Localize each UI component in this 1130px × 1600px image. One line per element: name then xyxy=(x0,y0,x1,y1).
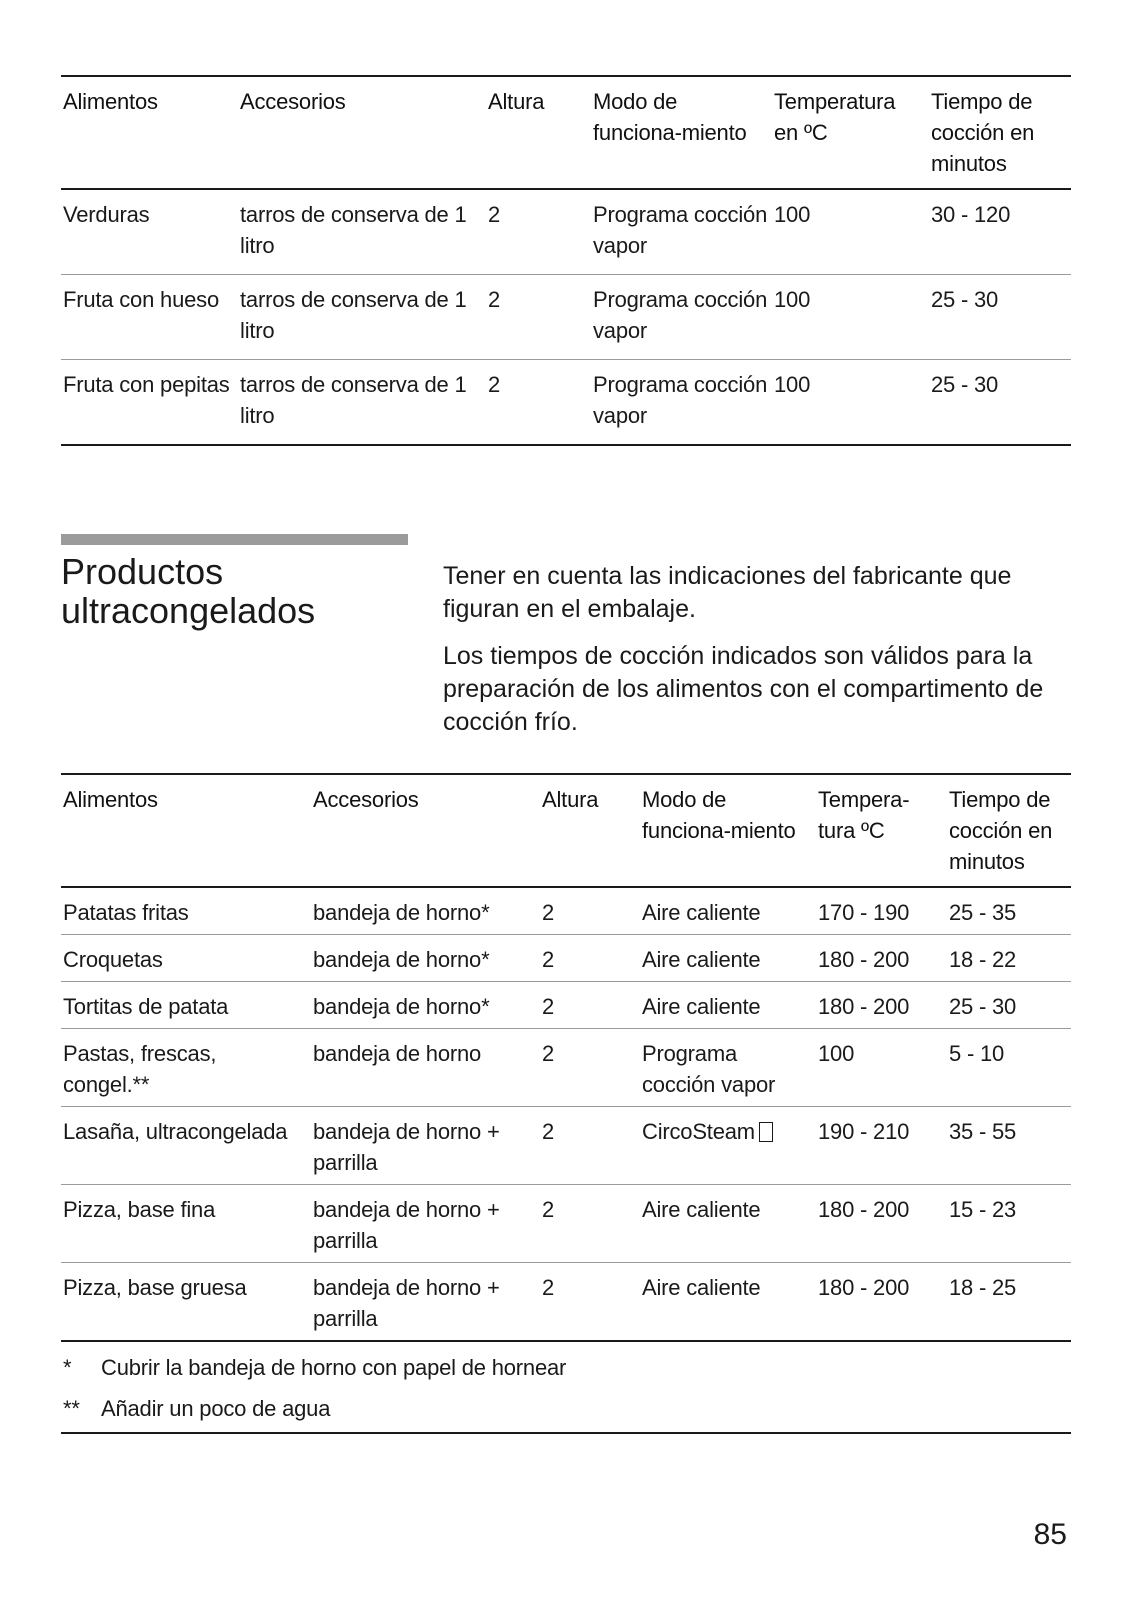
cell-food: Verduras xyxy=(63,202,150,227)
intro-paragraph: Los tiempos de cocción indicados son válidos para la preparación de los alimentos con el compartimento de cocción frío. xyxy=(443,642,1044,736)
cell-accessory: bandeja de horno + parrilla xyxy=(311,1185,540,1263)
cell-food: Pastas, frescas, congel.** xyxy=(61,1029,311,1107)
cell-food: Pizza, base gruesa xyxy=(61,1263,311,1342)
cell-time: 5 - 10 xyxy=(947,1029,1071,1107)
cell-time: 15 - 23 xyxy=(947,1185,1071,1263)
footnote-row xyxy=(61,1341,1071,1388)
page-number: 85 xyxy=(1033,1518,1067,1551)
cell-mode: Programa cocción vapor xyxy=(593,202,768,258)
table-row xyxy=(61,1185,1071,1263)
cell-food: Pizza, base fina xyxy=(61,1185,311,1263)
cell-food: Croquetas xyxy=(61,935,311,982)
table-row xyxy=(61,887,1071,935)
header-accesorios: Accesorios xyxy=(311,774,540,887)
cell-food: Tortitas de patata xyxy=(61,982,311,1029)
table-header-row xyxy=(61,774,1071,887)
cell-time: 35 - 55 xyxy=(947,1107,1071,1185)
table-row xyxy=(61,982,1071,1029)
cell-food: Fruta con pepitas xyxy=(61,360,238,446)
cell-level: 2 xyxy=(486,275,591,360)
table-row xyxy=(61,275,1071,360)
cell-temperature: 100 xyxy=(816,1029,947,1107)
intro-paragraph: Tener en cuenta las indicaciones del fabricante que figuran en el embalaje. xyxy=(443,562,1012,623)
header-altura: Altura xyxy=(486,76,591,189)
cell-food: Lasaña, ultracongelada xyxy=(61,1107,311,1185)
header-alimentos: Alimentos xyxy=(61,76,238,189)
cell-time: 18 - 25 xyxy=(947,1263,1071,1342)
cell-temperature: 100 xyxy=(774,202,811,227)
steam-preserving-table xyxy=(61,75,1071,446)
cell-mode: Programa cocción vapor xyxy=(640,1029,816,1107)
cell-mode: Aire caliente xyxy=(640,1185,816,1263)
cell-temperature: 190 - 210 xyxy=(816,1107,947,1185)
cell-accessory: bandeja de horno + parrilla xyxy=(311,1263,540,1342)
cell-mode: Aire caliente xyxy=(640,935,816,982)
cell-time: 25 - 35 xyxy=(949,900,1017,925)
cell-level: 2 xyxy=(540,1185,640,1263)
footnote xyxy=(61,1388,1071,1433)
cell-level: 2 xyxy=(488,202,501,227)
cell-mode: Aire caliente xyxy=(640,982,816,1029)
frozen-products-table xyxy=(61,773,1071,1434)
header-temperatura: Temperatura en ºC xyxy=(772,76,929,189)
circosteam-symbol-icon xyxy=(759,1122,773,1142)
cell-food: Patatas fritas xyxy=(63,900,189,925)
footnote-text: Añadir un poco de agua xyxy=(101,1396,331,1421)
cell-food: Fruta con hueso xyxy=(61,275,238,360)
cell-temperature: 100 xyxy=(772,360,929,446)
cell-accessory: tarros de conserva de 1 litro xyxy=(238,360,486,446)
table-row xyxy=(61,1029,1071,1107)
mode-label: CircoSteam xyxy=(642,1119,755,1144)
cell-accessory: bandeja de horno* xyxy=(313,900,490,925)
cell-level: 2 xyxy=(540,1107,640,1185)
footnote xyxy=(61,1341,1071,1388)
cell-accessory: tarros de conserva de 1 litro xyxy=(238,275,486,360)
footnote-row xyxy=(61,1388,1071,1433)
cell-mode: Programa cocción vapor xyxy=(591,360,772,446)
header-altura: Altura xyxy=(540,774,640,887)
header-temperatura: Tempera-tura ºC xyxy=(816,774,947,887)
footnote-text: Cubrir la bandeja de horno con papel de hornear xyxy=(101,1355,567,1380)
cell-time: 25 - 30 xyxy=(929,360,1071,446)
header-alimentos: Alimentos xyxy=(61,774,311,887)
cell-accessory: bandeja de horno xyxy=(311,1029,540,1107)
cell-level: 2 xyxy=(542,900,555,925)
header-tiempo: Tiempo de cocción en minutos xyxy=(929,76,1071,189)
cell-temperature: 180 - 200 xyxy=(816,1263,947,1342)
table-row xyxy=(61,189,1071,275)
cell-temperature: 180 - 200 xyxy=(816,1185,947,1263)
cell-time: 30 - 120 xyxy=(931,202,1011,227)
header-tiempo: Tiempo de cocción en minutos xyxy=(947,774,1071,887)
cell-accessory: bandeja de horno + parrilla xyxy=(311,1107,540,1185)
cell-accessory: tarros de conserva de 1 litro xyxy=(240,202,467,258)
cell-level: 2 xyxy=(540,1029,640,1107)
table-row xyxy=(61,1107,1071,1185)
section-title: Productos ultracongelados xyxy=(61,551,316,631)
cell-level: 2 xyxy=(540,982,640,1029)
table-row xyxy=(61,360,1071,446)
cell-mode: Aire caliente xyxy=(640,1263,816,1342)
cell-mode: Aire caliente xyxy=(642,900,761,925)
table-row xyxy=(61,935,1071,982)
table-header-row xyxy=(61,76,1071,189)
header-accesorios: Accesorios xyxy=(238,76,486,189)
section-intro xyxy=(443,560,1073,753)
header-modo: Modo de funciona-miento xyxy=(591,76,772,189)
cell-time: 25 - 30 xyxy=(947,982,1071,1029)
section-divider-bar xyxy=(61,534,408,545)
cell-level: 2 xyxy=(486,360,591,446)
cell-level: 2 xyxy=(540,935,640,982)
cell-temperature: 180 - 200 xyxy=(816,982,947,1029)
cell-mode xyxy=(640,1107,816,1185)
footnote-mark: * xyxy=(63,1355,72,1380)
cell-time: 25 - 30 xyxy=(929,275,1071,360)
cell-temperature: 100 xyxy=(772,275,929,360)
cell-temperature: 180 - 200 xyxy=(816,935,947,982)
table-row xyxy=(61,1263,1071,1342)
cell-accessory: bandeja de horno* xyxy=(311,935,540,982)
cell-temperature: 170 - 190 xyxy=(818,900,910,925)
header-modo: Modo de funciona-miento xyxy=(640,774,816,887)
cell-mode: Programa cocción vapor xyxy=(591,275,772,360)
cell-level: 2 xyxy=(540,1263,640,1342)
footnote-mark: ** xyxy=(63,1396,80,1421)
cell-accessory: bandeja de horno* xyxy=(311,982,540,1029)
cell-time: 18 - 22 xyxy=(947,935,1071,982)
